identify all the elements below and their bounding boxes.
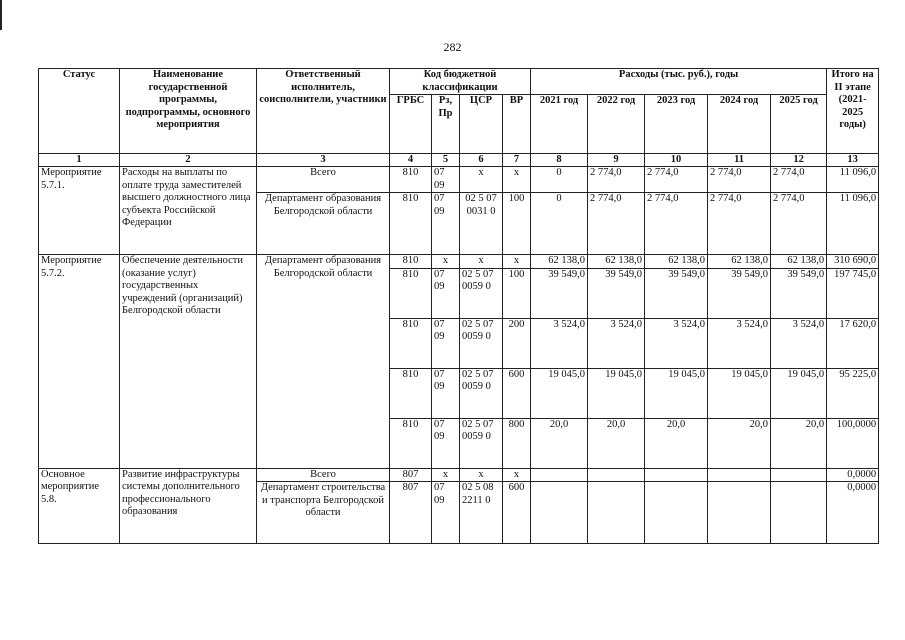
value-2025 xyxy=(771,482,827,544)
grbs-cell: 810 xyxy=(390,368,432,418)
header-2025: 2025 год xyxy=(771,95,827,154)
csr-cell: 02 5 07 0059 0 xyxy=(460,368,503,418)
value-2024: 2 774,0 xyxy=(708,167,771,193)
value-2023 xyxy=(645,468,708,482)
name-cell: Развитие инфраструктуры системы дополнительного профессионального образования xyxy=(120,468,257,544)
column-number-row xyxy=(39,154,879,167)
status-cell: Мероприятие 5.7.2. xyxy=(39,255,120,469)
value-2022: 20,0 xyxy=(588,418,645,468)
page-number: 282 xyxy=(443,40,462,54)
csr-cell: х xyxy=(460,167,503,193)
col-num: 6 xyxy=(460,154,503,167)
csr-cell: 02 5 07 0031 0 xyxy=(460,193,503,255)
value-2021: 3 524,0 xyxy=(531,318,588,368)
col-num: 7 xyxy=(503,154,531,167)
responsible-cell: Департамент образования Белгородской области xyxy=(257,255,390,469)
grbs-cell: 810 xyxy=(390,193,432,255)
responsible-cell: Всего xyxy=(257,167,390,193)
vr-cell: х xyxy=(503,255,531,269)
value-2021: 39 549,0 xyxy=(531,268,588,318)
value-2024 xyxy=(708,482,771,544)
grbs-cell: 810 xyxy=(390,268,432,318)
rzpr-cell: х xyxy=(432,468,460,482)
value-2025: 3 524,0 xyxy=(771,318,827,368)
responsible-cell: Департамент строительства и транспорта Белгородской области xyxy=(257,482,390,544)
col-num: 10 xyxy=(645,154,708,167)
grbs-cell: 807 xyxy=(390,468,432,482)
rzpr-cell: 07 09 xyxy=(432,482,460,544)
header-2024: 2024 год xyxy=(708,95,771,154)
name-cell: Обеспечение деятельности (оказание услуг) государственных учреждений (организаций) Белгородской области xyxy=(120,255,257,469)
csr-cell: 02 5 07 0059 0 xyxy=(460,268,503,318)
value-2024: 19 045,0 xyxy=(708,368,771,418)
header-budget-code: Код бюджетной классификации xyxy=(390,69,531,95)
header-csr: ЦСР xyxy=(460,95,503,154)
header-2022: 2022 год xyxy=(588,95,645,154)
status-cell: Основное мероприятие 5.8. xyxy=(39,468,120,544)
value-2023 xyxy=(645,482,708,544)
col-num: 9 xyxy=(588,154,645,167)
value-2025: 62 138,0 xyxy=(771,255,827,269)
header-2023: 2023 год xyxy=(645,95,708,154)
value-total: 95 225,0 xyxy=(827,368,879,418)
budget-table xyxy=(38,68,879,544)
value-2023: 19 045,0 xyxy=(645,368,708,418)
header-2021: 2021 год xyxy=(531,95,588,154)
vr-cell: х xyxy=(503,468,531,482)
header-rzpr: Рз, Пр xyxy=(432,95,460,154)
vr-cell: 100 xyxy=(503,193,531,255)
header-responsible: Ответственный исполнитель, соисполнители, участники xyxy=(257,69,390,154)
rzpr-cell: 07 09 xyxy=(432,167,460,193)
col-num: 1 xyxy=(39,154,120,167)
rzpr-cell: 07 09 xyxy=(432,368,460,418)
value-2023: 62 138,0 xyxy=(645,255,708,269)
value-2022: 2 774,0 xyxy=(588,193,645,255)
col-num: 13 xyxy=(827,154,879,167)
col-num: 5 xyxy=(432,154,460,167)
header-grbs: ГРБС xyxy=(390,95,432,154)
value-2021 xyxy=(531,468,588,482)
value-2022: 62 138,0 xyxy=(588,255,645,269)
csr-cell: х xyxy=(460,255,503,269)
value-total: 0,0000 xyxy=(827,482,879,544)
value-2023: 3 524,0 xyxy=(645,318,708,368)
value-total: 0,0000 xyxy=(827,468,879,482)
value-2024: 62 138,0 xyxy=(708,255,771,269)
vr-cell: 800 xyxy=(503,418,531,468)
value-total: 197 745,0 xyxy=(827,268,879,318)
vr-cell: 200 xyxy=(503,318,531,368)
value-2025: 2 774,0 xyxy=(771,193,827,255)
rzpr-cell: 07 09 xyxy=(432,418,460,468)
value-2025: 2 774,0 xyxy=(771,167,827,193)
value-2024 xyxy=(708,468,771,482)
header-row-1 xyxy=(39,69,879,95)
vr-cell: 600 xyxy=(503,482,531,544)
value-2024: 39 549,0 xyxy=(708,268,771,318)
value-total: 17 620,0 xyxy=(827,318,879,368)
col-num: 12 xyxy=(771,154,827,167)
responsible-cell: Всего xyxy=(257,468,390,482)
value-2024: 2 774,0 xyxy=(708,193,771,255)
value-2022 xyxy=(588,468,645,482)
name-cell: Расходы на выплаты по оплате труда заместителей высшего должностного лица субъекта Российской Федерации xyxy=(120,167,257,255)
table-row xyxy=(39,468,879,482)
value-2023: 2 774,0 xyxy=(645,193,708,255)
value-2021: 20,0 xyxy=(531,418,588,468)
vr-cell: 600 xyxy=(503,368,531,418)
grbs-cell: 810 xyxy=(390,167,432,193)
page-edge-mark xyxy=(0,0,2,30)
table-row xyxy=(39,255,879,269)
col-num: 2 xyxy=(120,154,257,167)
value-2025: 39 549,0 xyxy=(771,268,827,318)
value-2021: 62 138,0 xyxy=(531,255,588,269)
header-status: Статус xyxy=(39,69,120,154)
value-2023: 20,0 xyxy=(645,418,708,468)
value-total: 100,0000 xyxy=(827,418,879,468)
table-row xyxy=(39,167,879,193)
col-num: 8 xyxy=(531,154,588,167)
value-2021 xyxy=(531,482,588,544)
grbs-cell: 810 xyxy=(390,418,432,468)
header-vr: ВР xyxy=(503,95,531,154)
csr-cell: х xyxy=(460,468,503,482)
value-total: 11 096,0 xyxy=(827,167,879,193)
status-cell: Мероприятие 5.7.1. xyxy=(39,167,120,255)
value-2024: 3 524,0 xyxy=(708,318,771,368)
value-2025: 19 045,0 xyxy=(771,368,827,418)
col-num: 3 xyxy=(257,154,390,167)
value-2022: 19 045,0 xyxy=(588,368,645,418)
grbs-cell: 807 xyxy=(390,482,432,544)
value-2021: 19 045,0 xyxy=(531,368,588,418)
value-2022: 39 549,0 xyxy=(588,268,645,318)
grbs-cell: 810 xyxy=(390,255,432,269)
value-total: 11 096,0 xyxy=(827,193,879,255)
rzpr-cell: 07 09 xyxy=(432,193,460,255)
value-2024: 20,0 xyxy=(708,418,771,468)
value-2023: 2 774,0 xyxy=(645,167,708,193)
col-num: 11 xyxy=(708,154,771,167)
value-2022: 2 774,0 xyxy=(588,167,645,193)
vr-cell: х xyxy=(503,167,531,193)
value-2023: 39 549,0 xyxy=(645,268,708,318)
value-total: 310 690,0 xyxy=(827,255,879,269)
value-2021: 0 xyxy=(531,167,588,193)
responsible-cell: Департамент образования Белгородской области xyxy=(257,193,390,255)
csr-cell: 02 5 07 0059 0 xyxy=(460,318,503,368)
value-2025: 20,0 xyxy=(771,418,827,468)
rzpr-cell: 07 09 xyxy=(432,318,460,368)
value-2025 xyxy=(771,468,827,482)
header-name: Наименование государственной программы, подпрограммы, основного мероприятия xyxy=(120,69,257,154)
header-total: Итого на II этапе (2021-2025 годы) xyxy=(827,69,879,154)
rzpr-cell: х xyxy=(432,255,460,269)
header-expenses: Расходы (тыс. руб.), годы xyxy=(531,69,827,95)
value-2022: 3 524,0 xyxy=(588,318,645,368)
rzpr-cell: 07 09 xyxy=(432,268,460,318)
value-2021: 0 xyxy=(531,193,588,255)
grbs-cell: 810 xyxy=(390,318,432,368)
csr-cell: 02 5 08 2211 0 xyxy=(460,482,503,544)
vr-cell: 100 xyxy=(503,268,531,318)
value-2022 xyxy=(588,482,645,544)
csr-cell: 02 5 07 0059 0 xyxy=(460,418,503,468)
col-num: 4 xyxy=(390,154,432,167)
